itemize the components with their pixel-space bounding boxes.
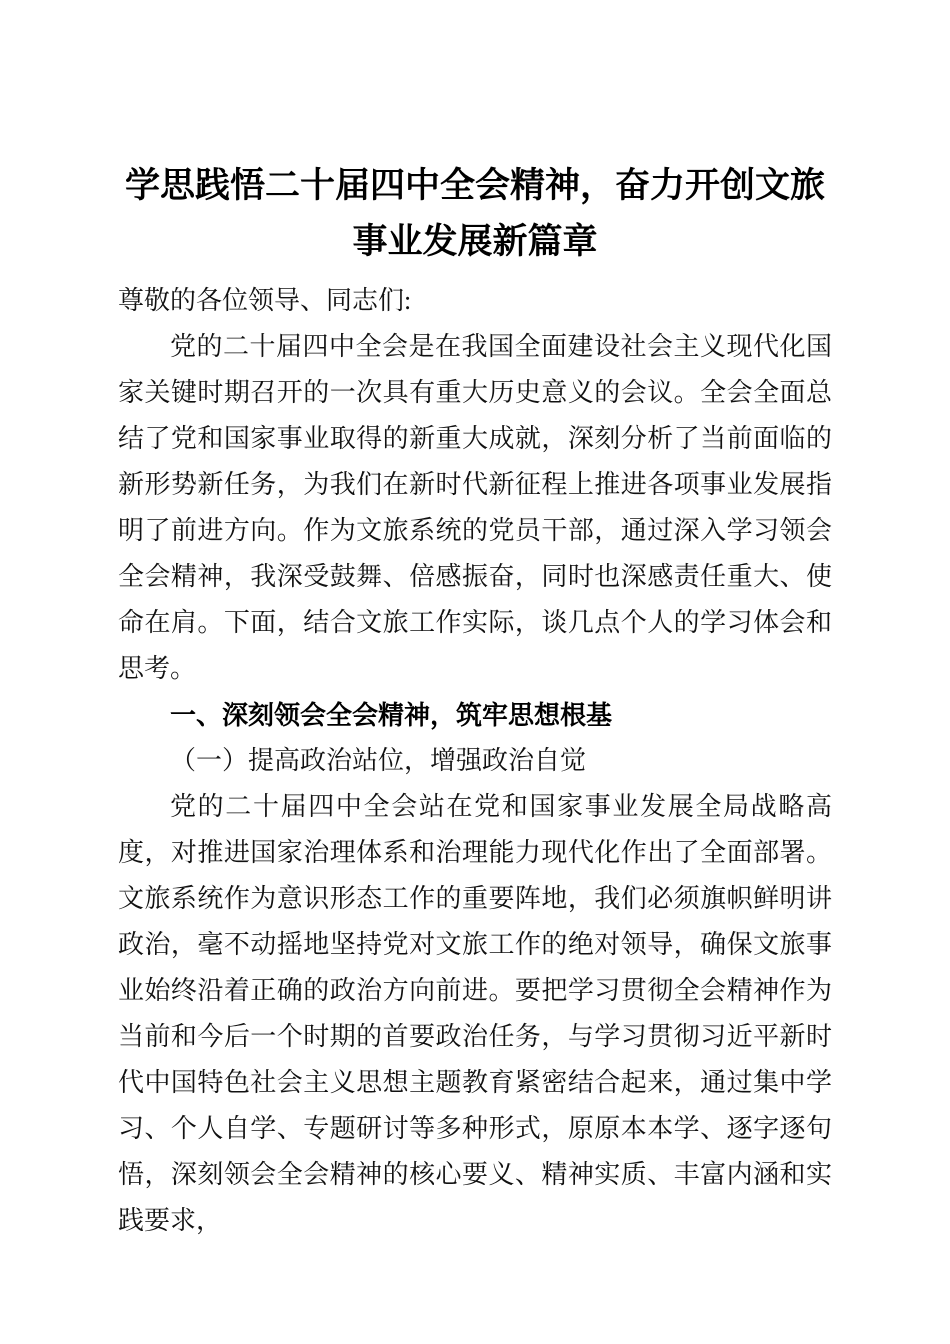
document-body [118,278,832,1244]
section-1-subheading-1: （一）提高政治站位，增强政治自觉 [170,746,587,775]
salutation-line: 尊敬的各位领导、同志们: [118,286,412,315]
document-title: 学思践悟二十届四中全会精神，奋力开创文旅事业发展新篇章 [124,166,825,261]
intro-paragraph: 党的二十届四中全会是在我国全面建设社会主义现代化国家关键时期召开的一次具有重大历史意义的会议。全会全面总结了党和国家事业取得的新重大成就，深刻分析了当前面临的新形势新任务，为我们在新时代新征程上推进各项事业发展指明了前进方向。作为文旅系统的党员干部，通过深入学习领会全会精神，我深受鼓舞、倍感振奋，同时也深感责任重大、使命在肩。下面，结合文旅工作实际，谈几点个人的学习体会和思考。 [118,332,832,683]
section-1-subsection-1-paragraph: 党的二十届四中全会站在党和国家事业发展全局战略高度，对推进国家治理体系和治理能力现代化作出了全面部署。文旅系统作为意识形态工作的重要阵地，我们必须旗帜鲜明讲政治，毫不动摇地坚持党对文旅工作的绝对领导，确保文旅事业始终沿着正确的政治方向前进。要把学习贯彻全会精神作为当前和今后一个时期的首要政治任务，与学习贯彻习近平新时代中国特色社会主义思想主题教育紧密结合起来，通过集中学习、个人自学、专题研讨等多种形式，原原本本学、逐字逐句悟，深刻领会全会精神的核心要义、精神实质、丰富内涵和实践要求， [118,792,832,1235]
section-1-heading: 一、深刻领会全会精神，筑牢思想根基 [170,700,613,730]
